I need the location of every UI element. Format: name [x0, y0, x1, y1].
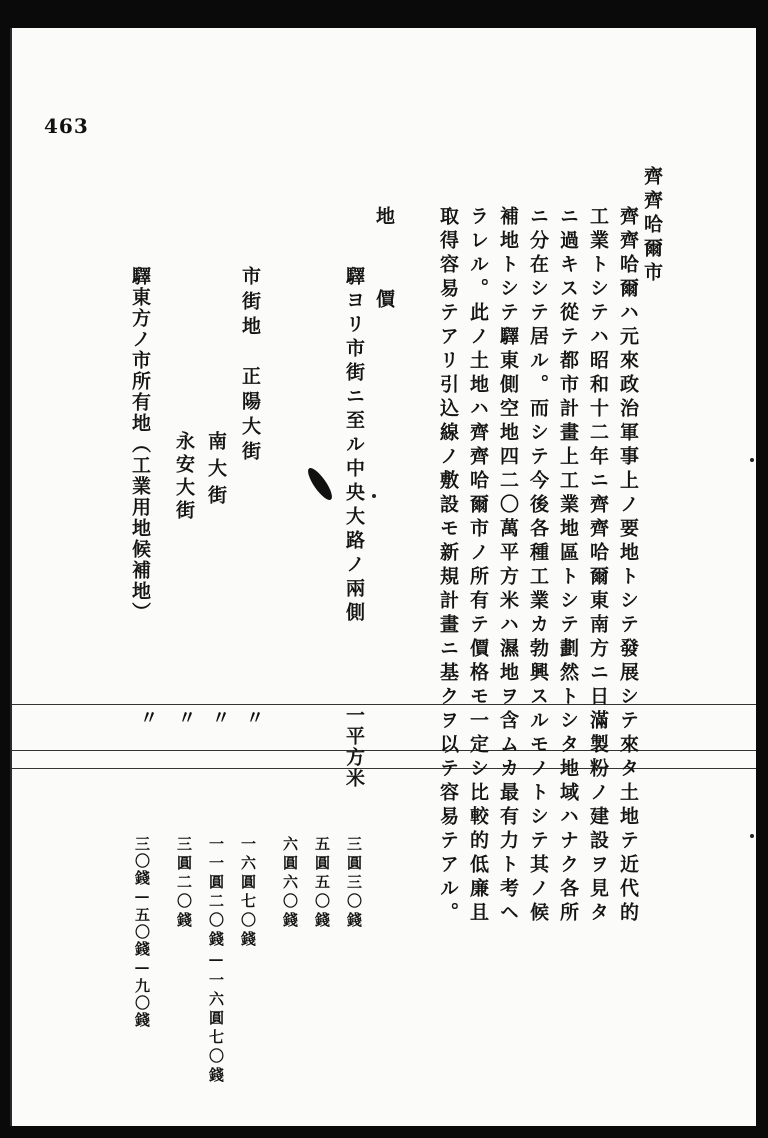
body-line: 齊齊哈爾ハ元來政治軍事上ノ要地トシテ發展シテ來タ土地テ近代的 [617, 206, 639, 926]
ink-smudge [304, 465, 336, 503]
ditto-mark: 〃 [140, 708, 158, 729]
body-line: ニ過キス從テ都市計畫上工業地區トシテ劃然トシタ地域ハナク各所 [557, 206, 579, 926]
price-item-label: 南大街 [205, 431, 227, 512]
scan-artifact-line [12, 768, 756, 769]
body-line: 補地トシテ驛東側空地四二〇萬平方米ハ濕地ヲ含ムカ最有力ト考ヘ [497, 206, 519, 926]
price-value: 一六圓七〇錢 [239, 836, 257, 950]
price-item-label: 驛ヨリ市街ニ至ル中央大路ノ兩側 [343, 266, 365, 626]
land-price-title: 地價 [373, 206, 395, 372]
page-number: 463 [44, 114, 89, 138]
price-value: 五圓五〇錢 [313, 836, 331, 931]
price-unit: 一平方米 [343, 705, 365, 789]
body-line: ニ分在シテ居ル。而シテ今後各種工業カ勃興スルモノトシテ其ノ候 [527, 206, 549, 926]
price-value: 六圓六〇錢 [281, 836, 299, 931]
body-line: 取得容易テアリ引込線ノ敷設モ新規計畫ニ基クヲ以テ容易テアル。 [437, 206, 459, 926]
ditto-mark: 〃 [212, 708, 230, 729]
price-value: 三圓三〇錢 [345, 836, 363, 931]
price-value: 一一圓二〇錢—一六圓七〇錢 [207, 836, 225, 1086]
document-page [10, 28, 756, 1126]
ink-speck [750, 834, 754, 838]
price-value: 三圓二〇錢 [175, 836, 193, 931]
ink-speck [372, 494, 376, 498]
ditto-mark: 〃 [246, 708, 264, 729]
ink-speck [750, 458, 754, 462]
price-item-label: 驛東方ノ市所有地（工業用地候補地） [129, 266, 151, 623]
scan-artifact-line [12, 704, 756, 705]
ditto-mark: 〃 [178, 708, 196, 729]
body-line: 工業トシテハ昭和十二年ニ齊齊哈爾東南方ニ日滿製粉ノ建設ヲ見タ [587, 206, 609, 926]
price-value: 三〇錢—五〇錢—九〇錢 [133, 836, 151, 1029]
section-heading: 齊齊哈爾市 [641, 166, 663, 286]
price-item-label: 市街地 正陽大街 [239, 266, 261, 466]
scan-artifact-line [12, 750, 756, 751]
price-item-label: 永安大街 [173, 431, 195, 523]
body-line: ラレル。此ノ土地ハ齊齊哈爾市ノ所有テ價格モ一定シ比較的低廉且 [467, 206, 489, 926]
